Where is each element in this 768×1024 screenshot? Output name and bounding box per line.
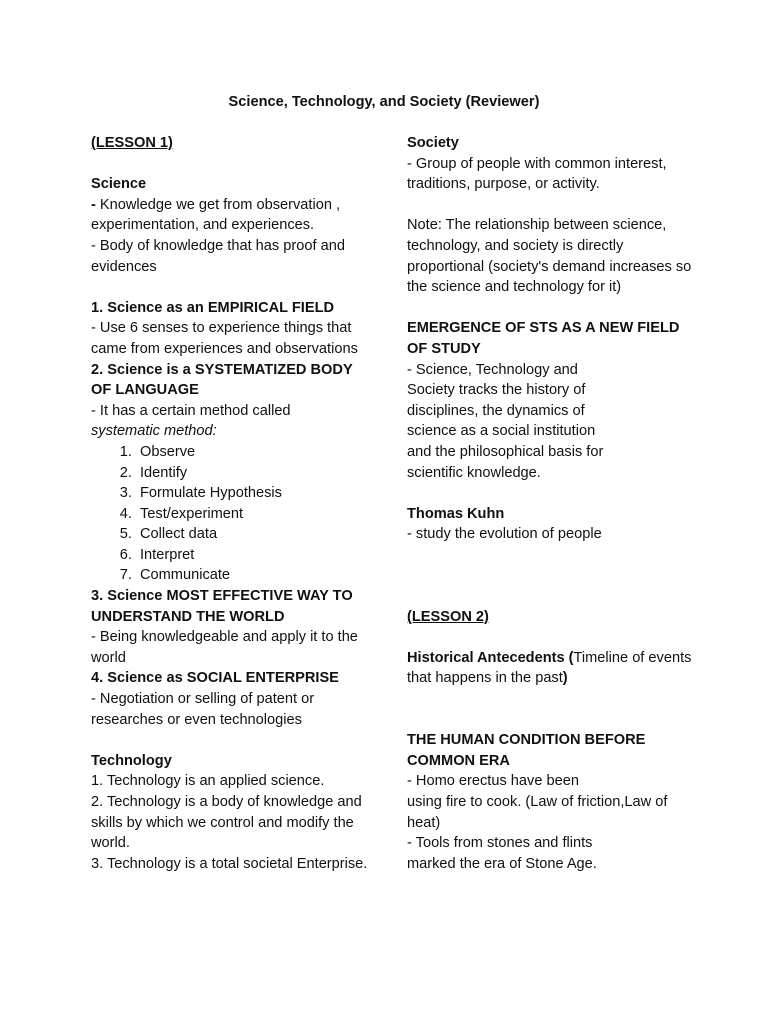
method-step: 7. Communicate xyxy=(136,565,376,586)
technology-point-1: 1. Technology is an applied science. xyxy=(91,773,325,790)
technology-point-2: 2. Technology is a body of knowledge and skills by which we control and modify the world. xyxy=(91,794,362,852)
right-column xyxy=(407,133,697,874)
sts-line: Society tracks the history of xyxy=(407,382,586,399)
historical-antecedents xyxy=(407,648,697,689)
method-step: 1. Observe xyxy=(136,442,376,463)
technology-point-3: 3. Technology is a total societal Enterprise. xyxy=(91,855,368,872)
systematic-method-label: systematic method: xyxy=(91,423,217,440)
human-condition-line: - Homo erectus have been xyxy=(407,773,579,790)
social-enterprise-heading: 4. Science as SOCIAL ENTERPRISE xyxy=(91,670,339,687)
dash-marker: - xyxy=(91,196,96,213)
lesson-2-heading: (LESSON 2) xyxy=(407,608,489,625)
method-step: 3. Formulate Hypothesis xyxy=(136,483,376,504)
systematic-method-steps xyxy=(91,442,376,586)
method-step: 6. Interpret xyxy=(136,545,376,566)
lesson-1-heading: (LESSON 1) xyxy=(91,135,173,151)
empirical-field-heading: 1. Science as an EMPIRICAL FIELD xyxy=(91,299,335,316)
historical-antecedents-label: Historical Antecedents xyxy=(407,649,565,666)
thomas-kuhn-heading: Thomas Kuhn xyxy=(407,505,505,522)
sts-line: - Science, Technology and xyxy=(407,361,578,378)
human-condition-line: marked the era of Stone Age. xyxy=(407,855,597,872)
science-definition-1-text: Knowledge we get from observation , experimentation, and experiences. xyxy=(91,196,341,234)
method-step: 5. Collect data xyxy=(136,524,376,545)
science-definition-1 xyxy=(91,195,376,236)
thomas-kuhn-text: - study the evolution of people xyxy=(407,526,602,543)
method-step: 4. Test/experiment xyxy=(136,504,376,525)
sts-emergence-heading: EMERGENCE OF STS AS A NEW FIELD OF STUDY xyxy=(407,320,680,357)
society-text: - Group of people with common interest, traditions, purpose, or activity. xyxy=(407,155,667,193)
social-enterprise-text: - Negotiation or selling of patent or researches or even technologies xyxy=(91,691,315,728)
left-column xyxy=(91,133,376,874)
sts-line: disciplines, the dynamics of xyxy=(407,402,585,419)
relationship-note: Note: The relationship between science, technology, and society is directly proportional (society's demand increases so the science and technology for it) xyxy=(407,217,692,296)
human-condition-line: using fire to cook. (Law of friction,Law of heat) xyxy=(407,794,668,831)
method-step: 2. Identify xyxy=(136,463,376,484)
empirical-field-text: - Use 6 senses to experience things that came from experiences and observations xyxy=(91,320,358,357)
systematized-body-heading: 2. Science is a SYSTEMATIZED BODY OF LANGUAGE xyxy=(91,361,353,399)
most-effective-way-text: - Being knowledgeable and apply it to the world xyxy=(91,629,358,666)
page-title: Science, Technology, and Society (Reviewer) xyxy=(228,94,540,110)
technology-heading: Technology xyxy=(91,752,172,769)
close-paren: ) xyxy=(562,670,568,687)
open-paren: ( xyxy=(564,649,574,666)
most-effective-way-heading: 3. Science MOST EFFECTIVE WAY TO UNDERSTAND THE WORLD xyxy=(91,588,353,625)
science-heading: Science xyxy=(91,176,147,193)
systematized-body-text: - It has a certain method called xyxy=(91,402,291,419)
human-condition-heading: THE HUMAN CONDITION BEFORE COMMON ERA xyxy=(407,732,646,769)
society-heading: Society xyxy=(407,135,459,151)
human-condition-line: - Tools from stones and flints xyxy=(407,835,593,852)
science-definition-2: - Body of knowledge that has proof and evidences xyxy=(91,237,345,275)
sts-line: science as a social institution xyxy=(407,423,596,440)
sts-line: scientific knowledge. xyxy=(407,464,541,481)
historical-antecedents-text: Timeline of events that happens in the past xyxy=(407,649,692,687)
sts-line: and the philosophical basis for xyxy=(407,443,604,460)
